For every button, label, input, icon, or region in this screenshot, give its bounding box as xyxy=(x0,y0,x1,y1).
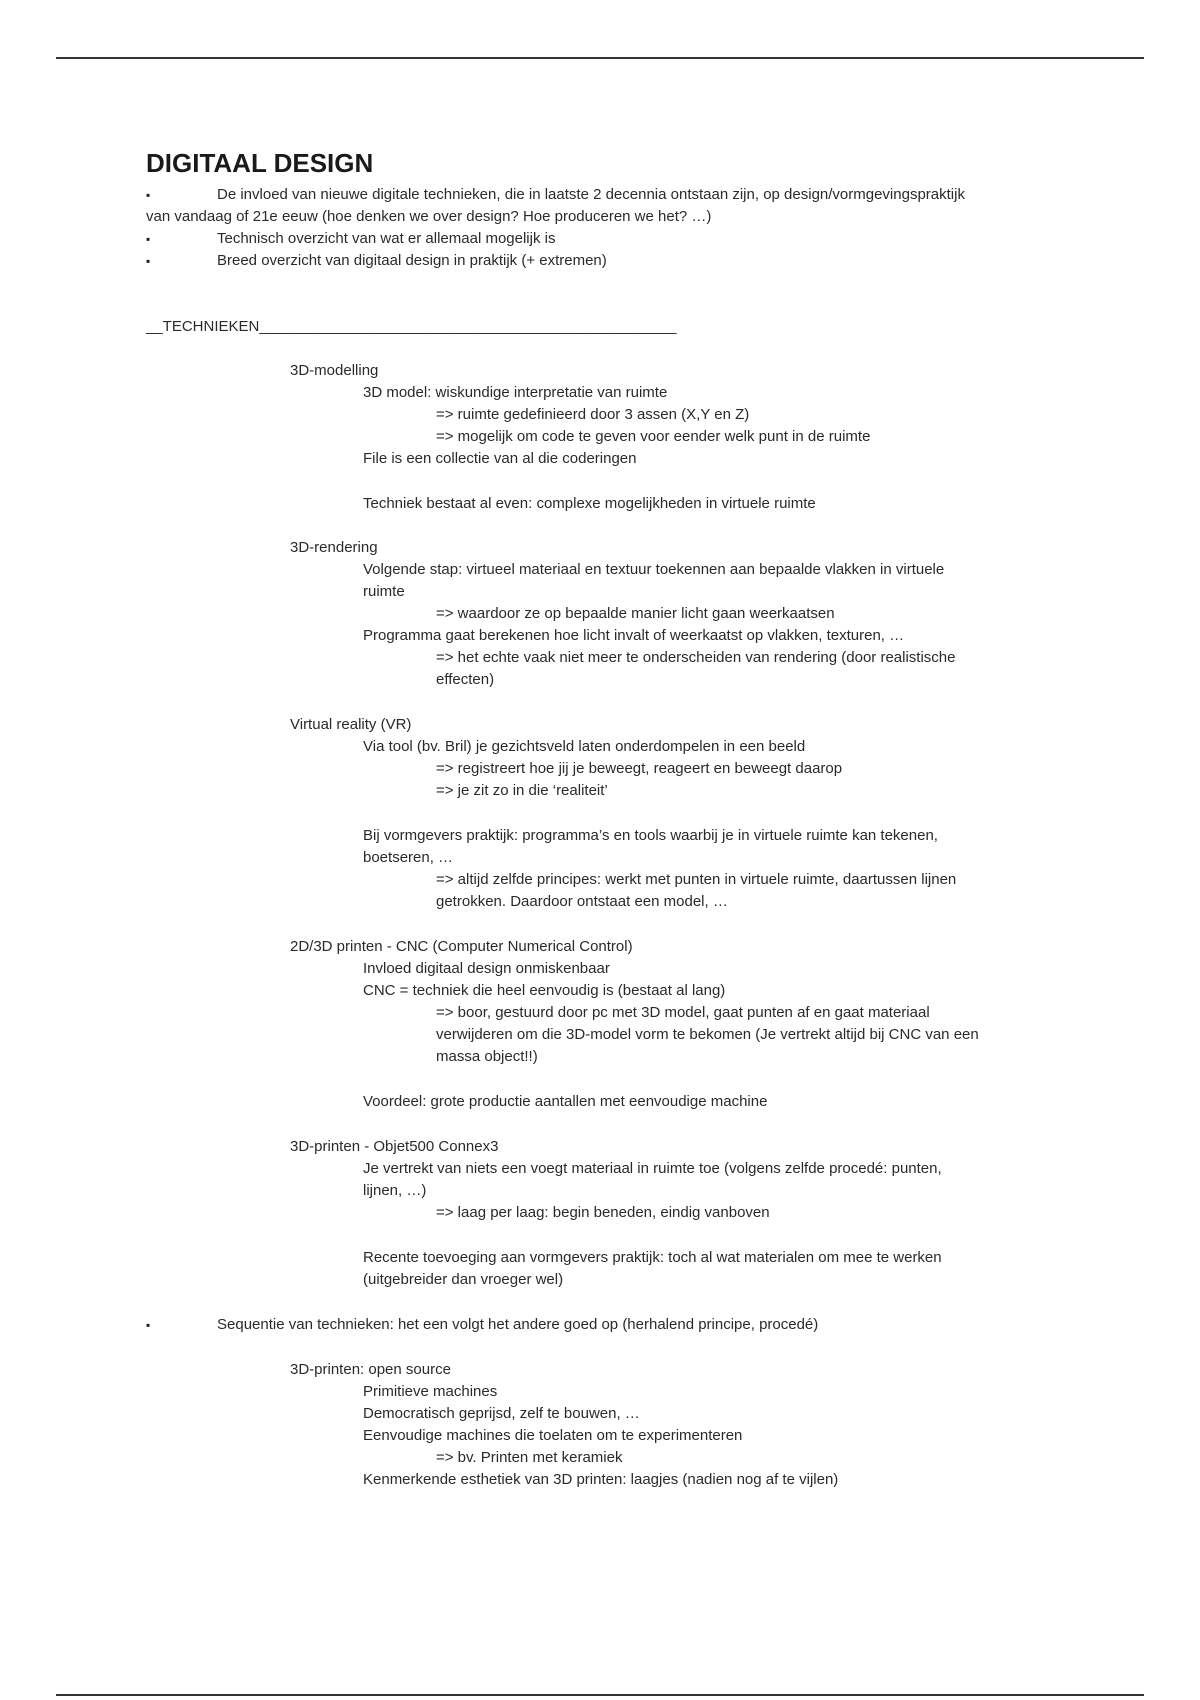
topic-subline: getrokken. Daardoor ontstaat een model, … xyxy=(436,893,728,910)
topic-line: Kenmerkende esthetiek van 3D printen: laagjes (nadien nog af te vijlen) xyxy=(363,1471,839,1488)
bullet-marker: ▪ xyxy=(146,188,151,202)
bullet-marker: ▪ xyxy=(146,254,151,268)
topic-heading-open-source: 3D-printen: open source xyxy=(290,1361,451,1378)
topic-line: File is een collectie van al die coderingen xyxy=(363,450,637,467)
topic-subline: => het echte vaak niet meer te onderscheiden van rendering (door realistische xyxy=(436,649,956,666)
intro-bullet-text: Technisch overzicht van wat er allemaal mogelijk is xyxy=(217,230,556,247)
page-title: DIGITAAL DESIGN xyxy=(146,148,374,178)
bullet-marker: ▪ xyxy=(146,232,151,246)
topic-subline: => laag per laag: begin beneden, eindig vanboven xyxy=(436,1204,770,1221)
topic-subline: verwijderen om die 3D-model vorm te bekomen (Je vertrekt altijd bij CNC van een xyxy=(436,1026,979,1043)
topic-line: boetseren, … xyxy=(363,849,454,866)
topic-heading-3d-rendering: 3D-rendering xyxy=(290,539,378,556)
topic-line: Primitieve machines xyxy=(363,1383,498,1400)
intro-bullet-text-continued: van vandaag of 21e eeuw (hoe denken we over design? Hoe produceren we het? …) xyxy=(146,208,712,225)
topic-heading-objet500: 3D-printen - Objet500 Connex3 xyxy=(290,1138,499,1155)
top-divider xyxy=(56,57,1144,59)
topic-line: Volgende stap: virtueel materiaal en textuur toekennen aan bepaalde vlakken in virtuele xyxy=(363,561,945,578)
topic-line: Eenvoudige machines die toelaten om te experimenteren xyxy=(363,1427,743,1444)
topic-subline: effecten) xyxy=(436,671,495,688)
topic-subline: massa object!!) xyxy=(436,1048,538,1065)
topic-subline: => je zit zo in die ‘realiteit’ xyxy=(436,782,608,799)
topic-line: Bij vormgevers praktijk: programma’s en tools waarbij je in virtuele ruimte kan tekenen, xyxy=(363,827,938,844)
topic-line: Voordeel: grote productie aantallen met eenvoudige machine xyxy=(363,1093,768,1110)
topic-line: lijnen, …) xyxy=(363,1182,427,1199)
topic-subline: => bv. Printen met keramiek xyxy=(436,1449,623,1466)
topic-subline: => waardoor ze op bepaalde manier licht gaan weerkaatsen xyxy=(436,605,835,622)
bottom-divider xyxy=(56,1694,1144,1696)
topic-heading-cnc: 2D/3D printen - CNC (Computer Numerical Control) xyxy=(290,938,633,955)
topic-subline: => boor, gestuurd door pc met 3D model, gaat punten af en gaat materiaal xyxy=(436,1004,930,1021)
topic-subline: => mogelijk om code te geven voor eender welk punt in de ruimte xyxy=(436,428,871,445)
sequence-bullet-text: Sequentie van technieken: het een volgt het andere goed op (herhalend principe, procedé) xyxy=(217,1316,819,1333)
topic-line: Techniek bestaat al even: complexe mogelijkheden in virtuele ruimte xyxy=(363,495,816,512)
topic-line: Recente toevoeging aan vormgevers praktijk: toch al wat materialen om mee te werken xyxy=(363,1249,942,1266)
topic-subline: => altijd zelfde principes: werkt met punten in virtuele ruimte, daartussen lijnen xyxy=(436,871,957,888)
bullet-marker: ▪ xyxy=(146,1318,151,1332)
section-header-technieken: __TECHNIEKEN__________________________________________________ xyxy=(146,318,677,335)
topic-subline: => registreert hoe jij je beweegt, reageert en beweegt daarop xyxy=(436,760,843,777)
topic-line: ruimte xyxy=(363,583,405,600)
topic-heading-virtual-reality: Virtual reality (VR) xyxy=(290,716,412,733)
topic-line: 3D model: wiskundige interpretatie van ruimte xyxy=(363,384,668,401)
intro-bullet-text: De invloed van nieuwe digitale technieken, die in laatste 2 decennia ontstaan zijn, op design/vormgevingspraktijk xyxy=(217,186,965,203)
topic-line: CNC = techniek die heel eenvoudig is (bestaat al lang) xyxy=(363,982,726,999)
topic-line: Via tool (bv. Bril) je gezichtsveld laten onderdompelen in een beeld xyxy=(363,738,806,755)
topic-subline: => ruimte gedefinieerd door 3 assen (X,Y en Z) xyxy=(436,406,750,423)
topic-line: Invloed digitaal design onmiskenbaar xyxy=(363,960,610,977)
topic-heading-3d-modelling: 3D-modelling xyxy=(290,362,379,379)
intro-bullet-text: Breed overzicht van digitaal design in praktijk (+ extremen) xyxy=(217,252,607,269)
topic-line: Programma gaat berekenen hoe licht invalt of weerkaatst op vlakken, texturen, … xyxy=(363,627,905,644)
topic-line: Democratisch geprijsd, zelf te bouwen, … xyxy=(363,1405,640,1422)
topic-line: Je vertrekt van niets een voegt materiaal in ruimte toe (volgens zelfde procedé: punten, xyxy=(363,1160,942,1177)
topic-line: (uitgebreider dan vroeger wel) xyxy=(363,1271,564,1288)
